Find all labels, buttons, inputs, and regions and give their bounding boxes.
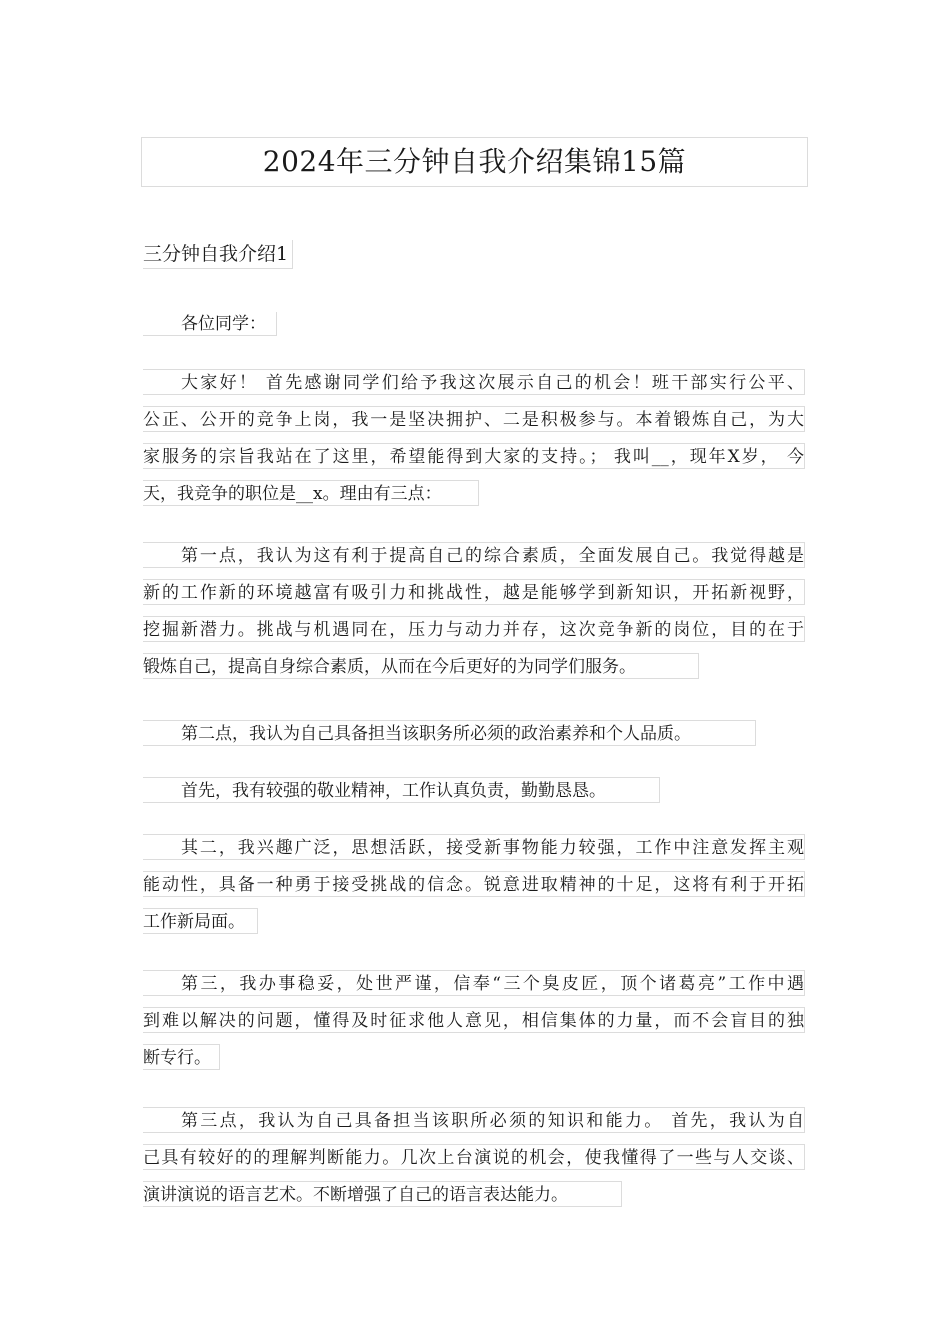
greeting-line: 各位同学： — [143, 312, 277, 336]
paragraph-line: 第二点，我认为自己具备担当该职务所必须的政治素养和个人品质。 — [143, 720, 756, 746]
paragraph-line: 公正、公开的竞争上岗，我一是坚决拥护、二是积极参与。本着锻炼自己，为大 — [143, 406, 805, 432]
paragraph-line: 其二，我兴趣广泛，思想活跃，接受新事物能力较强，工作中注意发挥主观 — [143, 834, 805, 860]
paragraph-line: 新的工作新的环境越富有吸引力和挑战性，越是能够学到新知识，开拓新视野， — [143, 579, 805, 605]
paragraph-3 — [143, 720, 805, 757]
paragraph-line: 演讲演说的语言艺术。不断增强了自己的语言表达能力。 — [143, 1181, 622, 1207]
paragraph-1 — [143, 369, 805, 517]
paragraph-line: 能动性，具备一种勇于接受挑战的信念。锐意进取精神的十足，这将有利于开拓 — [143, 871, 805, 897]
paragraph-line: 第三，我办事稳妥，处世严谨，信奉“三个臭皮匠，顶个诸葛亮”工作中遇 — [143, 970, 805, 996]
paragraph-line: 到难以解决的问题，懂得及时征求他人意见，相信集体的力量，而不会盲目的独 — [143, 1007, 805, 1033]
paragraph-line: 天，我竞争的职位是__x。理由有三点： — [143, 480, 479, 506]
paragraph-7 — [143, 1107, 805, 1218]
paragraph-5 — [143, 834, 805, 945]
paragraph-line: 首先，我有较强的敬业精神，工作认真负责，勤勤恳恳。 — [143, 777, 660, 803]
paragraph-line: 己具有较好的的理解判断能力。几次上台演说的机会，使我懂得了一些与人交谈、 — [143, 1144, 805, 1170]
paragraph-4 — [143, 777, 805, 814]
paragraph-line: 第三点，我认为自己具备担当该职所必须的知识和能力。 首先，我认为自 — [143, 1107, 805, 1133]
paragraph-line: 第一点，我认为这有利于提高自己的综合素质，全面发展自己。我觉得越是 — [143, 542, 805, 568]
paragraph-line: 挖掘新潜力。挑战与机遇同在，压力与动力并存，这次竞争新的岗位，目的在于 — [143, 616, 805, 642]
paragraph-line: 锻炼自己，提高自身综合素质，从而在今后更好的为同学们服务。 — [143, 653, 699, 679]
document-title: 2024年三分钟自我介绍集锦15篇 — [141, 137, 808, 187]
paragraph-line: 工作新局面。 — [143, 908, 258, 934]
paragraph-2 — [143, 542, 805, 690]
paragraph-line: 家服务的宗旨我站在了这里，希望能得到大家的支持。； 我叫__，现年X岁， 今 — [143, 443, 805, 469]
paragraph-line: 断专行。 — [143, 1044, 220, 1070]
paragraph-6 — [143, 970, 805, 1081]
section-heading: 三分钟自我介绍1 — [143, 240, 293, 269]
paragraph-line: 大家好！ 首先感谢同学们给予我这次展示自己的机会！班干部实行公平、 — [143, 369, 805, 395]
